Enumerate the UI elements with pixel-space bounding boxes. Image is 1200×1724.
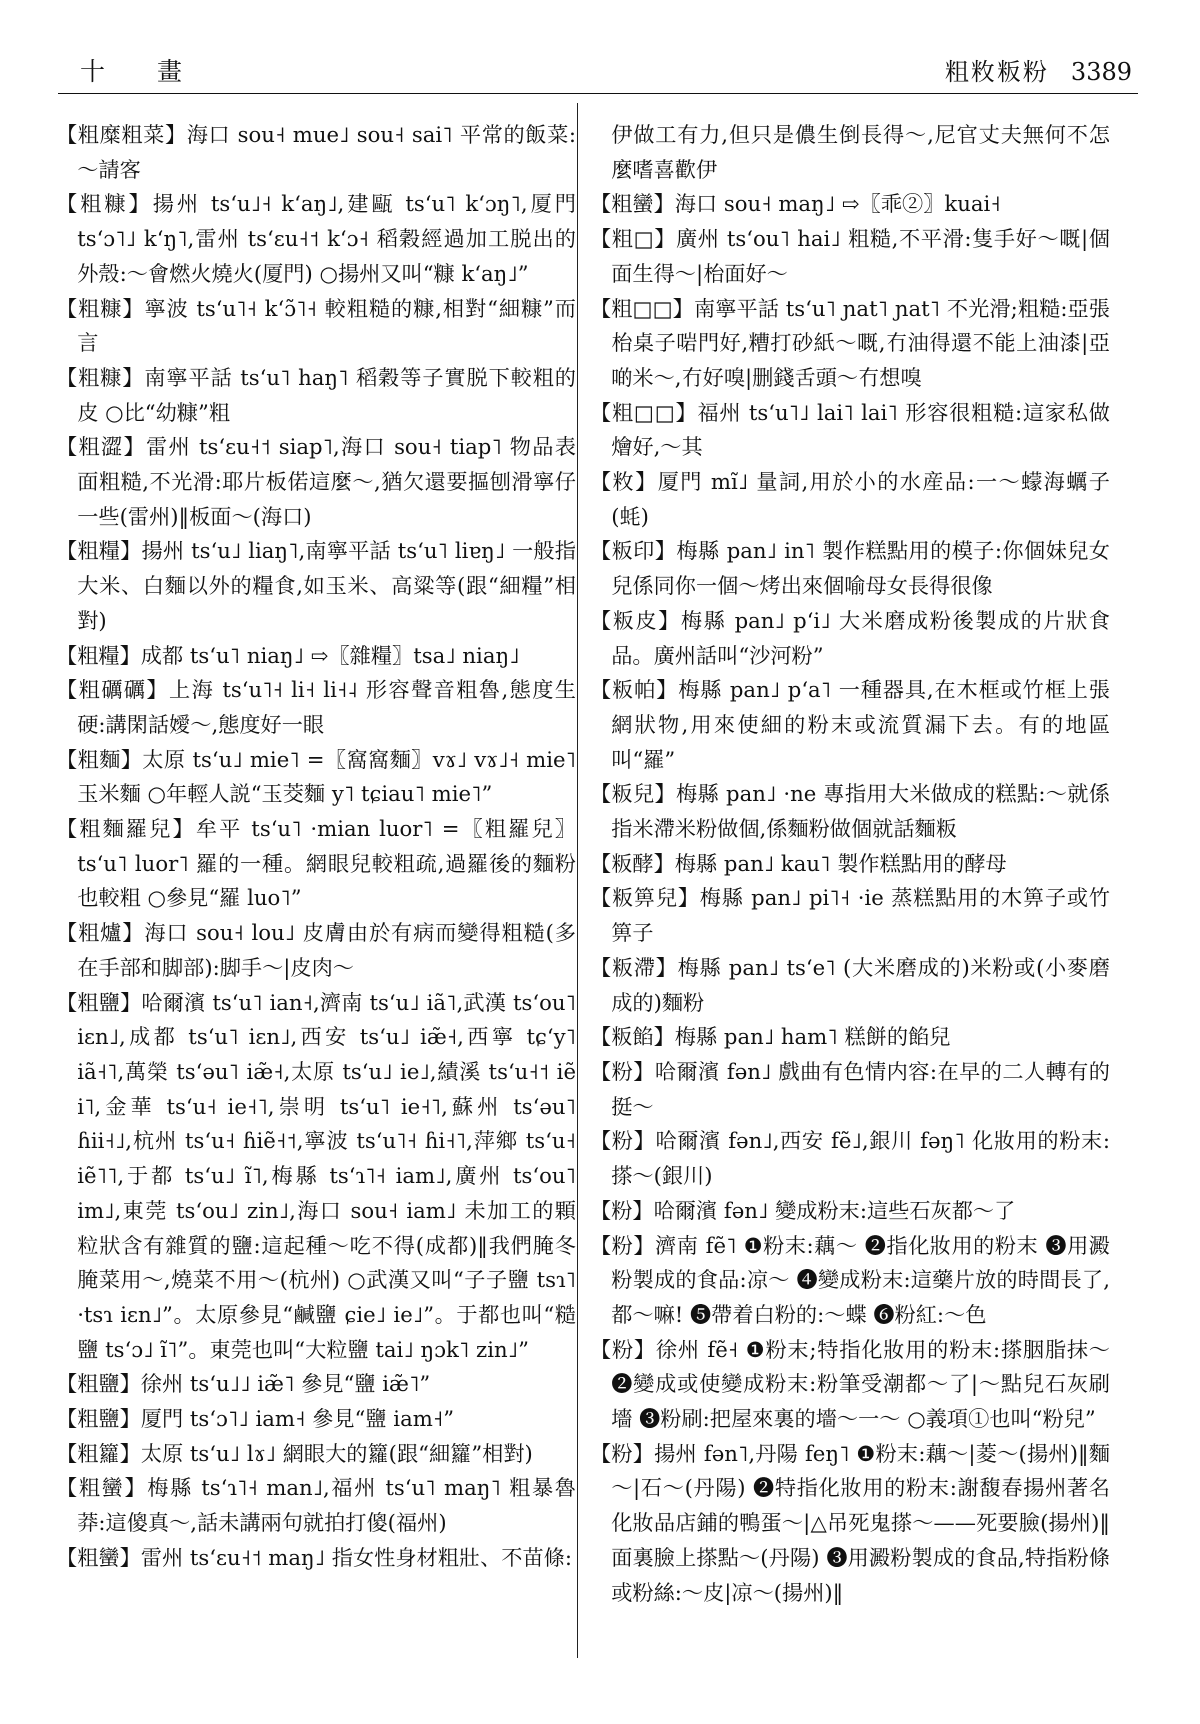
entry-headword: 【粗糠】 <box>56 295 145 321</box>
left-column <box>56 118 576 1576</box>
entry-headword: 【粗麵羅兒】 <box>56 816 196 842</box>
dictionary-entry <box>590 396 1110 465</box>
dictionary-entry <box>56 187 576 291</box>
dictionary-entry <box>56 1402 576 1437</box>
entry-headword: 【粗蠻】 <box>590 191 675 217</box>
entry-headword: 【粗□】 <box>590 226 676 252</box>
dictionary-entry <box>56 292 576 361</box>
entry-headword: 【敉】 <box>590 469 658 495</box>
entry-headword: 【粗澀】 <box>56 434 146 460</box>
entry-definition: 雷州 tsʻɛu˧˦ siap˥,海口 sou˧ tiap˥ 物品表面粗糙,不光滑:耶片板偌這麼～,猶欠還要摳刨滑寧仔一些(雷州)‖板面～(海口) <box>77 434 576 529</box>
dictionary-entry <box>590 222 1110 291</box>
dictionary-entry <box>56 1367 576 1402</box>
entry-definition: 哈爾濱 fən˩ 戲曲有色情内容:在早的二人轉有的挺～ <box>611 1058 1110 1119</box>
dictionary-entry <box>590 1124 1110 1193</box>
dictionary-entry <box>56 361 576 430</box>
entry-headword: 【粉】 <box>590 1440 655 1466</box>
entry-headword: 【粗鹽】 <box>56 989 142 1015</box>
entry-definition: 哈爾濱 fən˩ 變成粉末:這些石灰都～了 <box>653 1197 1016 1223</box>
entry-definition: 厦門 tsʻɔ˥˩ iam˧ 參見“鹽 iam˧” <box>140 1406 455 1432</box>
entry-definition: 梅縣 pan˩ tsʻe˥ (大米磨成的)米粉或(小麥磨成的)麵粉 <box>611 954 1110 1015</box>
dictionary-entry <box>590 292 1110 396</box>
entry-headword: 【粗糠】 <box>56 364 145 390</box>
dictionary-entry <box>56 430 576 534</box>
dictionary-entry <box>590 1437 1110 1611</box>
entry-definition: 太原 tsʻu˩ lɤ˩ 網眼大的籮(跟“細籮”相對) <box>140 1440 533 1466</box>
entry-definition: 梅縣 tsʻɿ˥˧ man˩,福州 tsʻu˥ maŋ˥ 粗暴魯莽:這傻真～,話未講兩句就拍打傻(福州) <box>77 1475 576 1536</box>
dictionary-entry <box>590 187 1110 222</box>
dictionary-entry <box>56 986 576 1368</box>
entry-headword: 【粗糧】 <box>56 538 142 564</box>
entry-headword: 【粗鹽】 <box>56 1371 141 1397</box>
entry-headword: 【粄餡】 <box>590 1024 675 1050</box>
entry-definition: 梅縣 pan˩ pʻa˥ 一種器具,在木框或竹框上張網狀物,用來使細的粉末或流質漏下去。有的地區叫“羅” <box>611 677 1110 772</box>
entry-definition: 哈爾濱 tsʻu˥ ian˧,濟南 tsʻu˩ iã˥,武漢 tsʻou˥ iɛn˩,成都 tsʻu˥ iɛn˩,西安 tsʻu˩ iæ̃˧,西寧 tɕʻy˥ iã˧˥,萬榮 tsʻəu˥ iæ̃˧,太原 tsʻu˩ ie˩,績溪 tsʻu˧˦ iẽ i˥,金華 tsʻu˧ ie˧˥,崇明 tsʻu˥ ie˧˥,蘇州 tsʻəu˥ ɦii˧˩,杭州 tsʻu˧ ɦiẽ˧˦,寧波 tsʻu˥˧ ɦi˧˥,萍鄉 tsʻu˧ iẽ˥˥,于都 tsʻu˩ ĩ˥,梅縣 tsʻɿ˥˧ iam˩,廣州 tsʻou˥ im˩,東莞 tsʻou˩ zin˩,海口 sou˧ iam˩ 未加工的顆粒狀含有雜質的鹽:這起種～吃不得(成都)‖我們腌冬腌菜用～,燒菜不用～(杭州) ○武漢又叫“子子鹽 tsɿ˥ ·tsɿ iɛn˩”。太原參見“鹹鹽 ɕie˩ ie˩”。于都也叫“糙鹽 tsʻɔ˩ ĩ˥”。東莞也叫“大粒鹽 tai˩ ŋɔk˥ zin˩” <box>77 989 576 1362</box>
guide-words: 粗敉粄粉 <box>944 58 1049 86</box>
dictionary-entry <box>590 534 1110 603</box>
header-rule <box>58 93 1138 94</box>
entry-definition: 梅縣 pan˩ pi˥˧ ·ie 蒸糕點用的木箅子或竹箅子 <box>611 885 1110 946</box>
dictionary-entry <box>56 1471 576 1540</box>
entry-definition: 徐州 fẽ˧ ❶粉末;特指化妝用的粉末:搽胭脂抹～ ❷變成或使變成粉末:粉筆受潮都～了|～點兒石灰刷墻 ❸粉刷:把屋來裏的墻～一～ ○義項①也叫“粉兒” <box>611 1336 1110 1432</box>
dictionary-entry <box>590 1020 1110 1055</box>
entry-definition: 海口 sou˧ lou˩ 皮膚由於有病而變得粗糙(多在手部和脚部):脚手～|皮肉～ <box>77 920 576 980</box>
dictionary-entry <box>590 465 1110 534</box>
entry-headword: 【粗麵】 <box>56 746 143 772</box>
entry-definition: 厦門 mĩ˩ 量詞,用於小的水産品:一～蠓海蠣子(蚝) <box>611 469 1110 529</box>
entry-headword: 【粄滯】 <box>590 954 678 980</box>
dictionary-entry <box>590 673 1110 777</box>
entry-definition: 梅縣 pan˩ in˥ 製作糕點用的模子:你個妹兒女兒係同你一個～烤出來個喻母女長得很像 <box>611 538 1110 599</box>
entry-definition: 南寧平話 tsʻu˥ haŋ˥ 稻穀等子實脱下較粗的皮 ○比“幼糠”粗 <box>77 364 576 425</box>
entry-definition: 南寧平話 tsʻu˥ ɲat˥ ɲat˥ 不光滑;粗糙:亞張枱桌子啱門好,糟打砂紙～嘅,冇油得還不能上油漆|亞啲米～,冇好嗅|删錢舌頭～冇想嗅 <box>611 295 1110 390</box>
entry-headword: 【粉】 <box>590 1336 656 1362</box>
entry-headword: 【粄箅兒】 <box>590 885 700 911</box>
entry-headword: 【粄兒】 <box>590 781 676 807</box>
entry-headword: 【粄印】 <box>590 538 677 564</box>
right-column <box>590 118 1110 1610</box>
dictionary-entry <box>56 639 576 674</box>
dictionary-entry <box>590 604 1110 673</box>
entry-definition: 梅縣 pan˩ ·ne 專指用大米做成的糕點:～就係指米滯米粉做個,係麵粉做個就話麵粄 <box>611 781 1110 842</box>
entry-headword: 【粗爐】 <box>56 920 145 946</box>
entry-definition: 梅縣 pan˩ ham˥ 糕餅的餡兒 <box>674 1024 951 1050</box>
entry-headword: 【粄酵】 <box>590 850 675 876</box>
entry-headword: 【粗糧】 <box>56 642 141 668</box>
dictionary-entry <box>590 1194 1110 1229</box>
entry-definition: 伊做工有力,但只是儂生倒長得～,尼官丈夫無何不怎麼嗜喜歡伊 <box>611 122 1110 182</box>
entry-headword: 【粉】 <box>590 1197 654 1223</box>
entry-definition: 徐州 tsʻu˩˩ iæ̃˥ 參見“鹽 iæ̃˥” <box>140 1371 431 1397</box>
entry-definition: 上海 tsʻu˥˧ li˧ li˧˨ 形容聲音粗魯,態度生硬:講閑話嬡～,態度好一眼 <box>77 677 576 737</box>
entry-definition: 哈爾濱 fən˩,西安 fẽ˩,銀川 fəŋ˥ 化妝用的粉末:搽～(銀川) <box>611 1128 1110 1189</box>
dictionary-entry <box>590 847 1110 882</box>
entry-headword: 【粗□□】 <box>590 295 694 321</box>
entry-headword: 【粗籮】 <box>56 1440 141 1466</box>
dictionary-entry <box>590 1333 1110 1437</box>
dictionary-entry <box>56 743 576 812</box>
dictionary-entry <box>56 812 576 916</box>
entry-headword: 【粗蠻】 <box>56 1544 141 1570</box>
entry-headword: 【粗鹽】 <box>56 1406 141 1432</box>
entry-headword: 【粗糜粗菜】 <box>56 122 187 147</box>
entry-definition: 揚州 fən˥,丹陽 feŋ˥ ❶粉末:藕～|菱～(揚州)‖麵～|石～(丹陽) ❷特指化妝用的粉末:謝馥春揚州著名化妝品店鋪的鴨蛋～|△吊死鬼搽～——死要臉(揚州)‖面裏臉上搽點～(丹陽) ❸用澱粉製成的食品,特指粉條或粉絲:～皮|凉～(揚州)‖ <box>611 1440 1110 1605</box>
entry-definition: 成都 tsʻu˥ niaŋ˩ ⇨〖雜糧〗tsa˩ niaŋ˩ <box>140 642 520 668</box>
entry-headword: 【粗礪礪】 <box>56 677 169 703</box>
entry-definition: 福州 tsʻu˥˩ lai˥ lai˥ 形容很粗糙:這家私做燴好,～其 <box>611 399 1110 460</box>
entry-definition: 太原 tsʻu˩ mie˥ =〖窩窩麵〗vɤ˩ vɤ˩˧ mie˥ 玉米麵 ○年輕人説“玉茭麵 y˥ tɕiau˥ mie˥” <box>77 746 576 807</box>
entry-headword: 【粗蠻】 <box>56 1475 148 1501</box>
dictionary-entry <box>56 1437 576 1472</box>
entry-definition: 濟南 fẽ˥ ❶粉末:藕～ ❷指化妝用的粉末 ❸用澱粉製成的食品:凉～ ❹變成粉末:這藥片放的時間長了,都～嘛! ❺帶着白粉的:～蝶 ❻粉紅:～色 <box>611 1232 1110 1327</box>
entry-definition: 海口 sou˧ maŋ˩ ⇨〖乖②〗kuai˧ <box>674 191 1001 217</box>
dictionary-entry <box>56 1541 576 1576</box>
dictionary-entry <box>590 951 1110 1020</box>
dictionary-entry <box>56 673 576 742</box>
entry-definition: 梅縣 pan˩ pʻi˩ 大米磨成粉後製成的片狀食品。廣州話叫“沙河粉” <box>611 607 1110 668</box>
page-header <box>60 52 1140 98</box>
dictionary-entry <box>56 916 576 985</box>
entry-definition: 牟平 tsʻu˥ ·mian luor˥ =〖粗羅兒〗tsʻu˥ luor˥ 羅的一種。網眼兒較粗疏,過羅後的麵粉也較粗 ○參見“羅 luo˥” <box>77 816 576 911</box>
section-title: 十 畫 <box>80 57 204 86</box>
entry-definition: 揚州 tsʻu˩˧ kʻaŋ˩,建甌 tsʻu˥ kʻɔŋ˥,厦門 tsʻɔ˥˩ kʻŋ˥,雷州 tsʻɛu˧˦ kʻɔ˧ 稻穀經過加工脱出的外殼:～會燃火燒火(厦門) ○揚州又叫“糠 kʻaŋ˩” <box>77 191 576 286</box>
entry-definition: 梅縣 pan˩ kau˥ 製作糕點用的酵母 <box>674 850 1007 876</box>
dictionary-entry <box>590 1055 1110 1124</box>
entry-definition: 揚州 tsʻu˩ liaŋ˥,南寧平話 tsʻu˥ liɐŋ˩ 一般指大米、白麵以外的糧食,如玉米、高粱等(跟“細糧”相對) <box>77 538 576 633</box>
column-divider <box>577 103 578 1658</box>
running-head <box>945 52 1132 87</box>
entry-headword: 【粉】 <box>590 1128 656 1154</box>
dictionary-entry <box>590 118 1110 187</box>
entry-headword: 【粄皮】 <box>590 607 681 633</box>
dictionary-entry <box>590 881 1110 950</box>
page-number: 3389 <box>1070 58 1132 86</box>
entry-headword: 【粉】 <box>590 1232 656 1258</box>
entry-definition: 寧波 tsʻu˥˧ kʻɔ̃˥˧ 較粗糙的糠,相對“細糠”而言 <box>77 295 576 356</box>
entry-definition: 雷州 tsʻɛu˧˦ maŋ˩ 指女性身材粗壯、不苗條: <box>140 1544 573 1570</box>
dictionary-entry <box>590 777 1110 846</box>
entry-definition: 廣州 tsʻou˥ hai˩ 粗糙,不平滑:隻手好～嘅|個面生得～|枱面好～ <box>611 226 1110 286</box>
dictionary-entry <box>590 1229 1110 1333</box>
entry-definition: 海口 sou˧ mue˩ sou˧ sai˥ 平常的飯菜:～請客 <box>77 122 576 182</box>
dictionary-entry <box>56 118 576 187</box>
entry-headword: 【粗□□】 <box>590 399 698 425</box>
dictionary-entry <box>56 534 576 638</box>
entry-headword: 【粉】 <box>590 1058 655 1084</box>
entry-headword: 【粄帕】 <box>590 677 679 703</box>
entry-headword: 【粗糠】 <box>56 191 153 217</box>
